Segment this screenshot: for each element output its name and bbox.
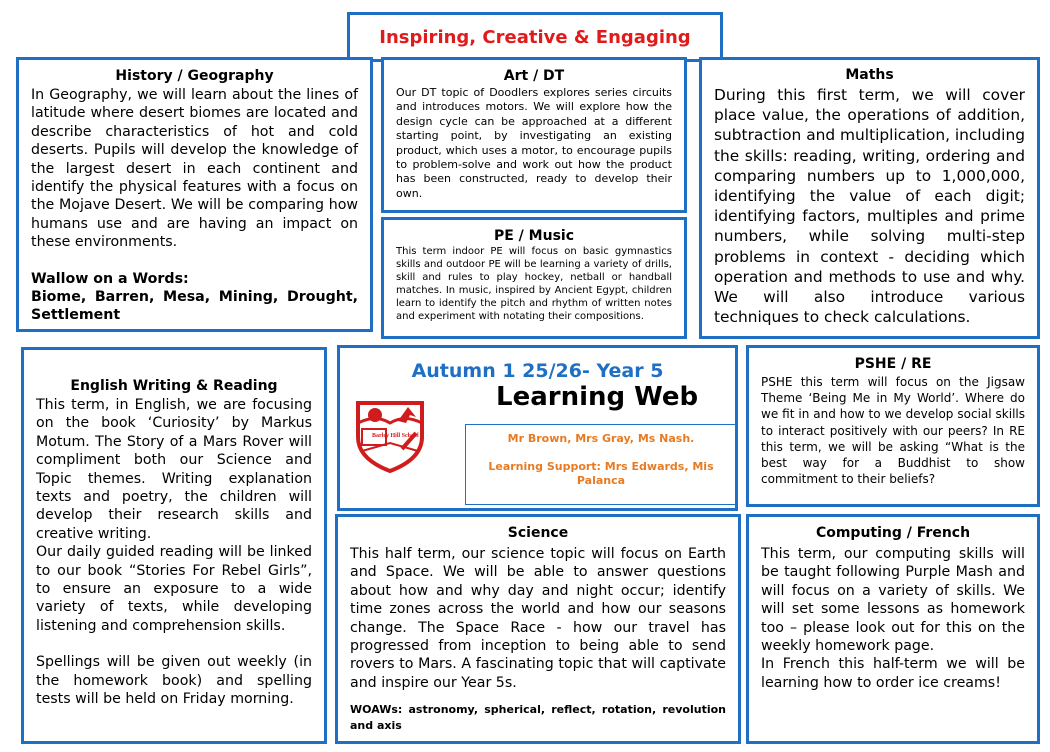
english-paragraph-1: This term, in English, we are focusing on the book ‘Curiosity’ by Markus Motum. The Story of a Mars Rover will compliment both our Science and Topic themes. Writing explanation texts and poetry, the children will develop their research skills and creative writing. [36, 397, 312, 542]
history-geography-box [16, 57, 373, 332]
maths-heading: Maths [845, 67, 894, 83]
history-words-heading: Wallow on a Words: [31, 270, 189, 287]
pshe-re-box [746, 345, 1040, 507]
science-heading: Science [507, 525, 569, 541]
art-heading: Art / DT [503, 68, 565, 84]
maths-body: During this first term, we will cover place value, the operations of addition, subtraction and multiplication, including the skills: reading, writing, ordering and comparing numbers up to 1,000,000, identifying the value of each digit; identifying factors, multiples and prime numbers, while solving multi-step problems in context - deciding which operation and methods to use and why. We will also introduce various techniques to check calculations. [714, 86, 1025, 327]
pe-music-box [381, 217, 687, 339]
computing-heading: Computing / French [815, 525, 971, 541]
science-woaws: WOAWs: astronomy, spherical, reflect, rotation, revolution and axis [350, 703, 726, 733]
pe-body: This term indoor PE will focus on basic gymnastics skills and outdoor PE will be learning a variety of drills, skill and rules to play hockey, netball or handball matches. In music, inspired by Ancient Egypt, children learn to identify the pitch and rhythm of written notes and experiment with notating their compositions. [396, 246, 672, 322]
history-body: In Geography, we will learn about the lines of latitude where desert biomes are located and describe characteristics of hot and cold deserts. Pupils will develop the knowledge of the largest desert in each continent and identify the physical features with a focus on the Mojave Desert. We will be comparing how humans use and are having an impact on these environments. [31, 87, 358, 251]
crest-text: Barley Hill School [372, 433, 419, 439]
art-dt-box [381, 57, 687, 213]
school-crest-icon [350, 393, 430, 473]
computing-paragraph-2: In French this half-term we will be learning how to order ice creams! [761, 656, 1025, 691]
art-body: Our DT topic of Doodlers explores series circuits and introduces motors. We will explore how the design cycle can be approached at a different starting point, by investigating an existing product, which uses a motor, to encourage pupils to problem-solve and work out how the product has been constructed, ready to develop their own. [396, 86, 672, 200]
learning-web-box [337, 345, 738, 511]
computing-paragraph-1: This term, our computing skills will be taught following Purple Mash and will focus on a variety of skills. We will set some lessons as homework too – please look out for this on the weekly homework page. [761, 546, 1025, 655]
maths-box [699, 57, 1040, 339]
history-heading: History / Geography [115, 68, 274, 84]
english-paragraph-3: Spellings will be given out weekly (in the homework book) and spelling tests will be held on Friday morning. [36, 654, 312, 708]
pshe-heading: PSHE / RE [854, 356, 932, 372]
pe-heading: PE / Music [493, 228, 574, 244]
science-box [335, 514, 741, 744]
computing-french-box [746, 514, 1040, 744]
science-body: This half term, our science topic will focus on Earth and Space. We will be able to answer questions about how and why day and night occur; identify time zones across the world and how our seasons change. The Space Race - how our travel has progressed from inception to being able to send rovers to Mars. A fascinating topic that will captivate and inspire our Year 5s. [350, 546, 726, 691]
english-paragraph-2: Our daily guided reading will be linked to our book “Stories For Rebel Girls”, to ensure an exposure to a wide variety of texts, while developing listening and comprehension skills. [36, 544, 312, 634]
staff-box [465, 424, 737, 505]
pshe-body: PSHE this term will focus on the Jigsaw Theme ‘Being Me in My World’. Where do we fit in and how to we develop social skills to interact positively with our peers? In RE this term, we will be asking “What is the best way for a Buddhist to show commitment to their beliefs? [761, 375, 1025, 487]
banner-title: Inspiring, Creative & Engaging [379, 26, 691, 48]
teachers: Mr Brown, Mrs Gray, Ms Nash. [507, 432, 695, 445]
english-heading: English Writing & Reading [70, 378, 278, 394]
learning-web-title: Learning Web [496, 382, 699, 412]
learning-support: Learning Support: Mrs Edwards, Mis Palanca [488, 460, 714, 487]
term-title: Autumn 1 25/26- Year 5 [411, 360, 664, 382]
page-banner [347, 12, 723, 62]
history-words: Biome, Barren, Mesa, Mining, Drought, Settlement [31, 289, 358, 324]
english-box [21, 347, 327, 744]
